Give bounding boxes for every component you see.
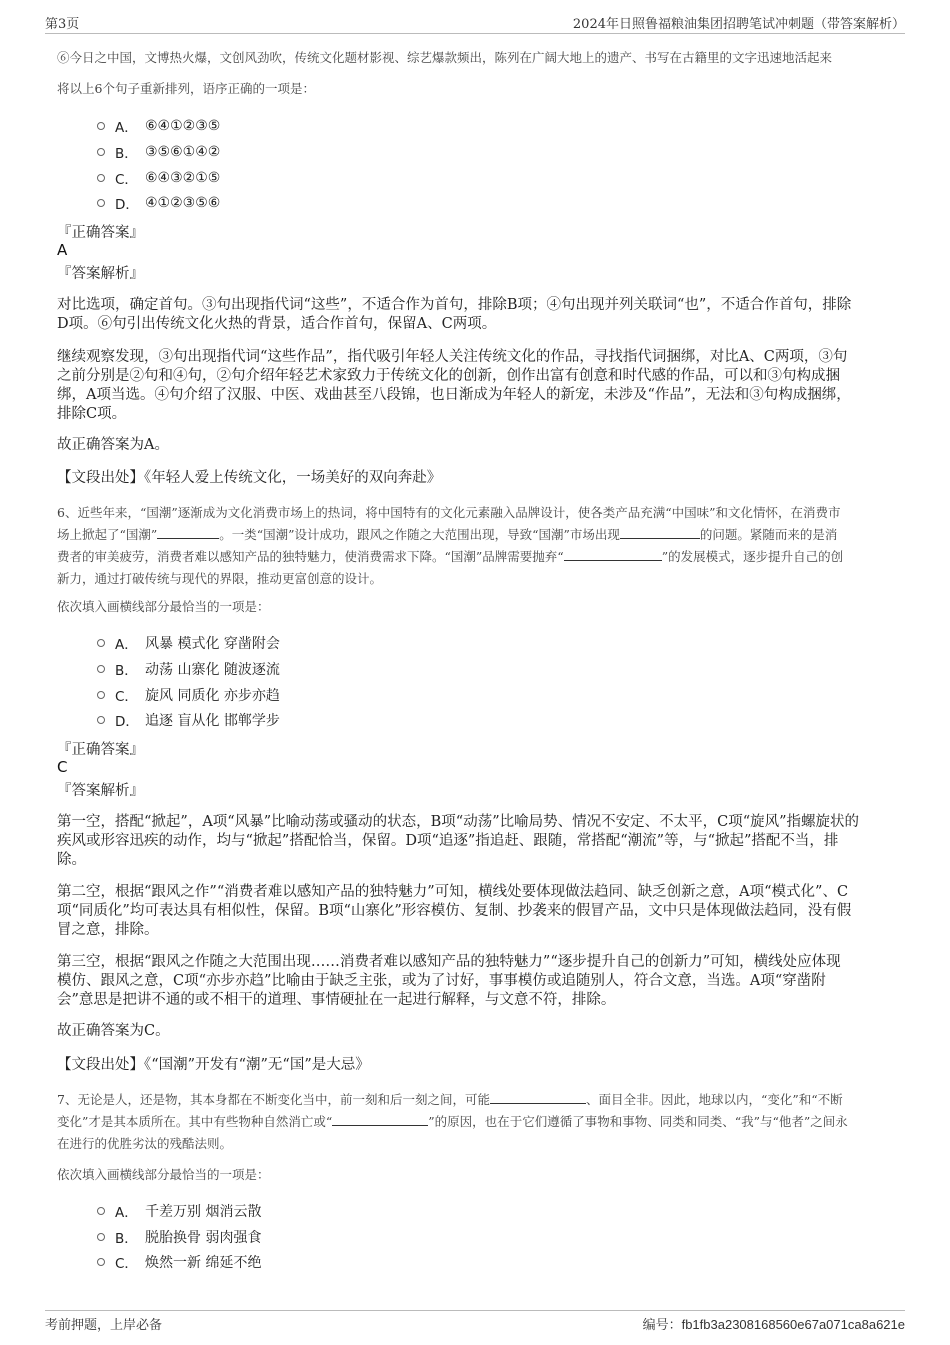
- footer-divider: [45, 1310, 905, 1311]
- header-divider: [45, 33, 905, 34]
- q6-option-a[interactable]: A． 风暴 模式化 穿凿附会: [97, 633, 280, 653]
- radio-icon[interactable]: [97, 1258, 105, 1266]
- q6-answer: C: [57, 758, 68, 776]
- radio-icon[interactable]: [97, 639, 105, 647]
- q6-analysis-p1: 第一空，搭配“掀起”，A项“风暴”比喻动荡或骚动的状态，B项“动荡”比喻局势、情况不安定、不太平，C项“旋风”指螺旋状的 疾风或形容迅疾的动作，均与“掀起”搭配恰当，保留。D项“追逐”指追赶、跟随，常搭配“潮流”等，与“掀起”搭配不当，排 除。: [57, 814, 860, 868]
- footer-slogan: 考前押题，上岸必备: [45, 1318, 163, 1333]
- q5-option-c[interactable]: C． ⑥④③②①⑤: [97, 168, 220, 188]
- q5-answer-label: 『正确答案』: [57, 225, 144, 241]
- page-number: 第3页: [45, 17, 80, 32]
- blank-2: [620, 526, 700, 539]
- blank-1: [157, 526, 219, 539]
- q6-option-b[interactable]: B． 动荡 山寨化 随波逐流: [97, 659, 280, 679]
- q7-option-a[interactable]: A． 千差万别 烟消云散: [97, 1201, 261, 1221]
- radio-icon[interactable]: [97, 1207, 105, 1215]
- blank-2: [332, 1113, 428, 1126]
- q7-prompt: 依次填入画横线部分最恰当的一项是：: [57, 1167, 270, 1182]
- q5-sentence-6: ⑥今日之中国，文博热火爆，文创风劲吹，传统文化题材影视、综艺爆款频出，陈列在广阔大地上的遗产、书写在古籍里的文字迅速地活起来: [57, 50, 833, 65]
- q7-option-c[interactable]: C． 焕然一新 绵延不绝: [97, 1252, 261, 1272]
- radio-icon[interactable]: [97, 174, 105, 182]
- q6-analysis-p3: 第三空，根据“跟风之作随之大范围出现……消费者难以感知产品的独特魅力”“逐步提升自己的创新力”可知，横线处应体现 模仿、跟风之意，C项“亦步亦趋”比喻由于缺乏主张，或为了讨好，事事模仿或追随别人，符合文意，当选。A项“穿凿附 会”意思是把讲不通的或不相干的道理、事情硬扯在一起进行解释，与文意不符，排除。: [57, 954, 841, 1008]
- radio-icon[interactable]: [97, 122, 105, 130]
- q6-source: 【文段出处】《“国潮”开发有“潮”无“国”是大忌》: [57, 1057, 370, 1073]
- radio-icon[interactable]: [97, 1233, 105, 1241]
- q7-option-b[interactable]: B． 脱胎换骨 弱肉强食: [97, 1227, 261, 1247]
- q5-analysis-p2: 继续观察发现，③句出现指代词“这些作品”，指代吸引年轻人关注传统文化的作品，寻找指代词捆绑，对比A、C两项，③句 之前分别是②句和④句，②句介绍年轻艺术家致力于传统文化的创新，创作出富有创意和时代感的作品，可以和③句构成捆 绑，A项当选。④句介绍了汉服、中医、戏曲甚至八段锦，也日渐成为年轻人的新宠，未涉及“作品”，无法和③句构成捆绑， 排除C项。: [57, 349, 851, 422]
- q6-analysis-label: 『答案解析』: [57, 783, 144, 799]
- blank-1: [490, 1091, 586, 1104]
- radio-icon[interactable]: [97, 691, 105, 699]
- q6-answer-label: 『正确答案』: [57, 742, 144, 758]
- q5-analysis-label: 『答案解析』: [57, 266, 144, 282]
- q5-source: 【文段出处】《年轻人爱上传统文化，一场美好的双向奔赴》: [57, 470, 442, 486]
- q5-answer: A: [57, 241, 68, 259]
- q5-conclusion: 故正确答案为A。: [57, 437, 169, 453]
- q7-stem: 7、无论是人，还是物，其本身都在不断变化当中，前一刻和后一刻之间，可能 、面目全非。因此，地球以内，“变化”和“不断 变化”才是其本质所在。其中有些物种自然消亡或“ ”的原因，也在于它们遵循了事物和事物、同类和同类、“我”与“他者”之间永 在进行的优胜劣汰的残酷法则。: [57, 1092, 848, 1151]
- q6-conclusion: 故正确答案为C。: [57, 1023, 170, 1039]
- q6-option-c[interactable]: C． 旋风 同质化 亦步亦趋: [97, 685, 280, 705]
- q6-analysis-p2: 第二空，根据“跟风之作”“消费者难以感知产品的独特魅力”可知，横线处要体现做法趋同、缺乏创新之意，A项“模式化”、C 项“同质化”均可表达具有相似性，保留。B项“山寨化”形容模仿、复制、抄袭来的假冒产品，文中只是体现做法趋同，没有假 冒之意，排除。: [57, 884, 852, 938]
- q5-option-b[interactable]: B． ③⑤⑥①④②: [97, 142, 220, 162]
- q6-prompt: 依次填入画横线部分最恰当的一项是：: [57, 599, 270, 614]
- q5-option-a[interactable]: A． ⑥④①②③⑤: [97, 116, 220, 136]
- q5-analysis-p1: 对比选项，确定首句。③句出现指代词“这些”，不适合作为首句，排除B项；④句出现并列关联词“也”，不适合作首句，排除 D项。⑥句引出传统文化火热的背景，适合作首句，保留A、C两项。: [57, 297, 852, 332]
- q5-prompt: 将以上6个句子重新排列，语序正确的一项是：: [57, 81, 315, 96]
- document-title: 2024年日照鲁福粮油集团招聘笔试冲刺题（带答案解析）: [572, 17, 905, 32]
- q6-stem: 6、近些年来，“国潮”逐渐成为文化消费市场上的热词，将中国特有的文化元素融入品牌设计，使各类产品充满“中国味”和文化情怀，在消费市 场上掀起了“国潮” 。一类“国潮”设计成功，跟风之作随之大范围出现，导致“国潮”市场出现 的问题。紧随而来的是消 费者的审美疲劳，消费者难以感知产品的独特魅力，使消费需求下降。“国潮”品牌需要抛弃“ ”的发展模式，逐步提升自己的创 新力，通过打破传统与现代的界限，推动更富创意的设计。: [57, 505, 844, 586]
- radio-icon[interactable]: [97, 199, 105, 207]
- q5-option-d[interactable]: D． ④①②③⑤⑥: [97, 193, 220, 213]
- blank-3: [564, 548, 662, 561]
- footer-code: 编号：fb1fb3a2308168560e67a071ca8a621e: [642, 1317, 905, 1333]
- radio-icon[interactable]: [97, 716, 105, 724]
- radio-icon[interactable]: [97, 665, 105, 673]
- radio-icon[interactable]: [97, 148, 105, 156]
- q6-option-d[interactable]: D． 追逐 盲从化 邯郸学步: [97, 710, 280, 730]
